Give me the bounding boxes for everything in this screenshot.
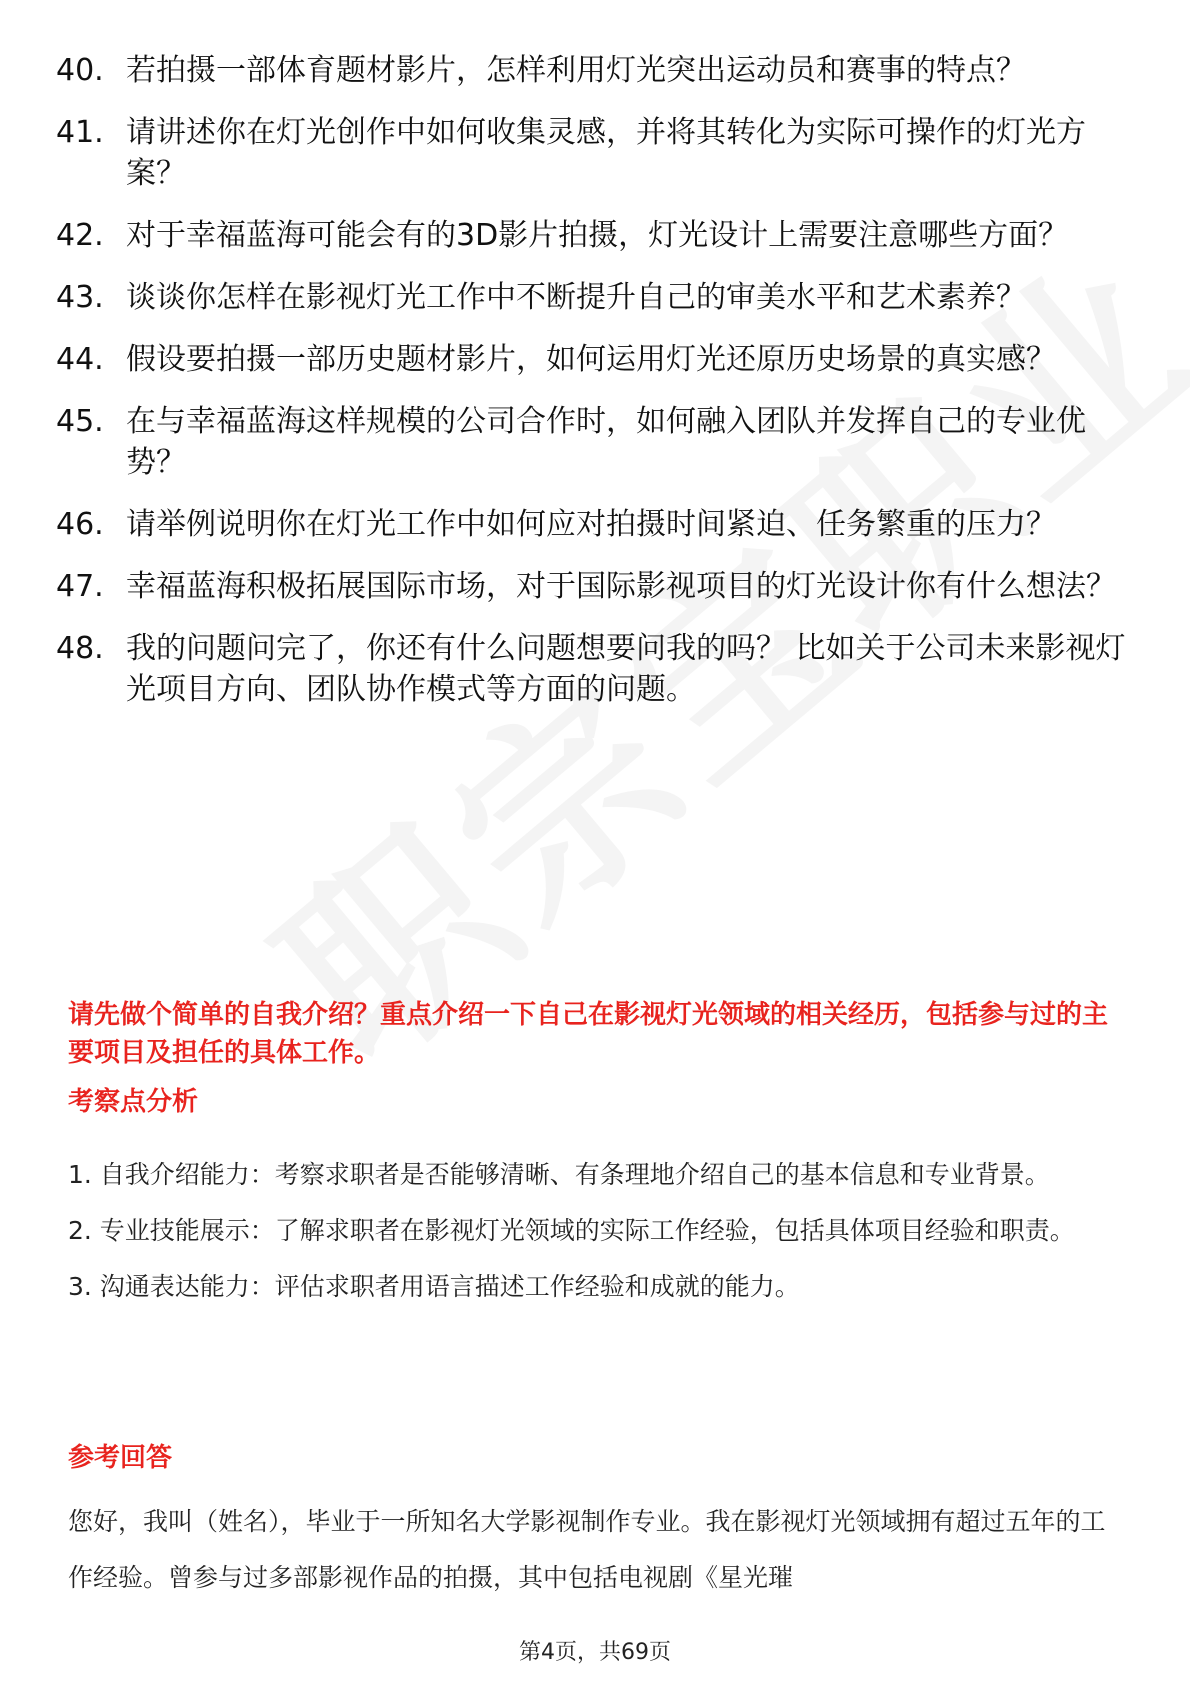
- answer-text: 您好，我叫（姓名），毕业于一所知名大学影视制作专业。我在影视灯光领域拥有超过五年的工作经验。曾参与过多部影视作品的拍摄，其中包括电视剧《星光璀: [68, 1507, 1106, 1592]
- question-number: 46.: [56, 507, 104, 542]
- analysis-list: [68, 1147, 1128, 1315]
- question-number: 42.: [56, 218, 104, 253]
- question-number: 47.: [56, 569, 104, 604]
- analysis-heading: 考察点分析: [68, 1087, 199, 1117]
- list-item: [56, 277, 1136, 318]
- list-item: [56, 628, 1136, 710]
- list-item: [56, 504, 1136, 545]
- question-text: 对于幸福蓝海可能会有的3D影片拍摄，灯光设计上需要注意哪些方面？: [126, 218, 1069, 253]
- featured-question: 请先做个简单的自我介绍？重点介绍一下自己在影视灯光领域的相关经历，包括参与过的主要项目及担任的具体工作。: [68, 1000, 1109, 1068]
- list-item: [56, 339, 1136, 380]
- list-item: [56, 50, 1136, 91]
- answer-heading: 参考回答: [68, 1443, 173, 1473]
- question-number: 40.: [56, 53, 104, 88]
- question-text: 若拍摄一部体育题材影片，怎样利用灯光突出运动员和赛事的特点？: [126, 53, 1026, 88]
- question-number: 48.: [56, 631, 104, 666]
- question-text: 谈谈你怎样在影视灯光工作中不断提升自己的审美水平和艺术素养？: [126, 280, 1026, 315]
- question-text: 在与幸福蓝海这样规模的公司合作时，如何融入团队并发挥自己的专业优势？: [126, 404, 1086, 480]
- list-item: [56, 215, 1136, 256]
- list-item: [56, 566, 1136, 607]
- question-number: 41.: [56, 115, 104, 150]
- question-text: 我的问题问完了，你还有什么问题想要问我的吗？ 比如关于公司未来影视灯光项目方向、团队协作模式等方面的问题。: [126, 631, 1126, 707]
- question-number: 44.: [56, 342, 104, 377]
- list-item: [56, 112, 1136, 194]
- page-footer: 第4页，共69页: [519, 1640, 671, 1665]
- question-text: 幸福蓝海积极拓展国际市场，对于国际影视项目的灯光设计你有什么想法？: [126, 569, 1116, 604]
- question-text: 假设要拍摄一部历史题材影片，如何运用灯光还原历史场景的真实感？: [126, 342, 1056, 377]
- list-item: 3. 沟通表达能力：评估求职者用语言描述工作经验和成就的能力。: [68, 1272, 800, 1301]
- list-item: 1. 自我介绍能力：考察求职者是否能够清晰、有条理地介绍自己的基本信息和专业背景。: [68, 1160, 1050, 1189]
- question-number: 45.: [56, 404, 104, 439]
- question-number: 43.: [56, 280, 104, 315]
- list-item: [56, 401, 1136, 483]
- question-text: 请讲述你在灯光创作中如何收集灵感，并将其转化为实际可操作的灯光方案？: [126, 115, 1086, 191]
- question-list: [56, 50, 1136, 731]
- question-text: 请举例说明你在灯光工作中如何应对拍摄时间紧迫、任务繁重的压力？: [126, 507, 1056, 542]
- list-item: 2. 专业技能展示：了解求职者在影视灯光领域的实际工作经验，包括具体项目经验和职责。: [68, 1216, 1075, 1245]
